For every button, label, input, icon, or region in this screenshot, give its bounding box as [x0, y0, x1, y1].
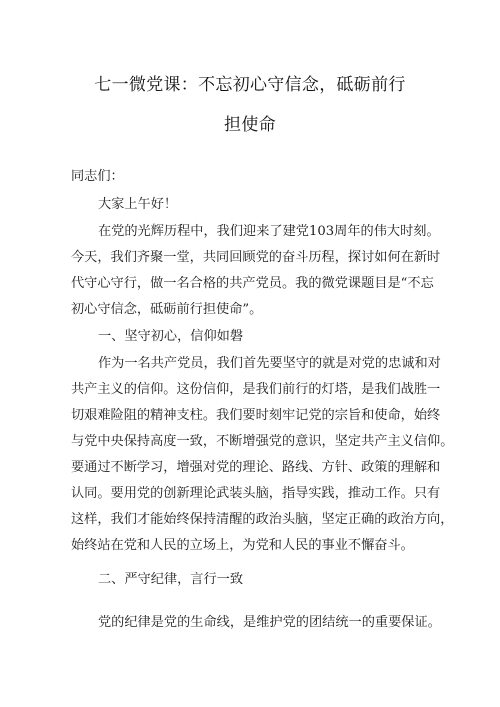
section-heading-1: 一、坚守初心，信仰如磐: [98, 329, 244, 344]
intro-line: 初心守信念，砥砺前行担使命”。: [71, 302, 263, 317]
salutation: 同志们：: [71, 169, 124, 184]
section-heading-2: 二、严守纪律，言行一致: [98, 572, 244, 587]
section1-line: 共产主义的信仰。这份信仰，是我们前行的灯塔，是我们战胜一: [71, 382, 441, 397]
intro-line: 在党的光辉历程中，我们迎来了建党103周年的伟大时刻。: [98, 224, 440, 239]
section1-line: 作为一名共产党员，我们首先要坚守的就是对党的忠诚和对: [98, 356, 441, 371]
section1-line: 认同。要用党的创新理论武装头脑，指导实践，推动工作。只有: [71, 486, 441, 501]
greeting: 大家上午好！: [98, 197, 178, 212]
document-title-line-2: 担使命: [224, 115, 276, 135]
section1-line: 始终站在党和人民的立场上，为党和人民的事业不懈奋斗。: [71, 538, 414, 553]
section1-line: 这样，我们才能始终保持清醒的政治头脑，坚定正确的政治方向，: [71, 512, 454, 527]
intro-line: 代守心守行，做一名合格的共产党员。我的微党课题目是“不忘: [71, 276, 434, 291]
section1-line: 与党中央保持高度一致，不断增强党的意识，坚定共产主义信仰。: [71, 434, 454, 449]
section1-line: 切艰难险阻的精神支柱。我们要时刻牢记党的宗旨和使命，始终: [71, 408, 441, 423]
document-title-line-1: 七一微党课：不忘初心守信念，砥砺前行: [94, 75, 406, 95]
intro-line: 今天，我们齐聚一堂，共同回顾党的奋斗历程，探讨如何在新时: [71, 250, 441, 265]
section1-line: 要通过不断学习，增强对党的理论、路线、方针、政策的理解和: [71, 460, 441, 475]
section2-line: 党的纪律是党的生命线，是维护党的团结统一的重要保证。: [98, 615, 441, 630]
